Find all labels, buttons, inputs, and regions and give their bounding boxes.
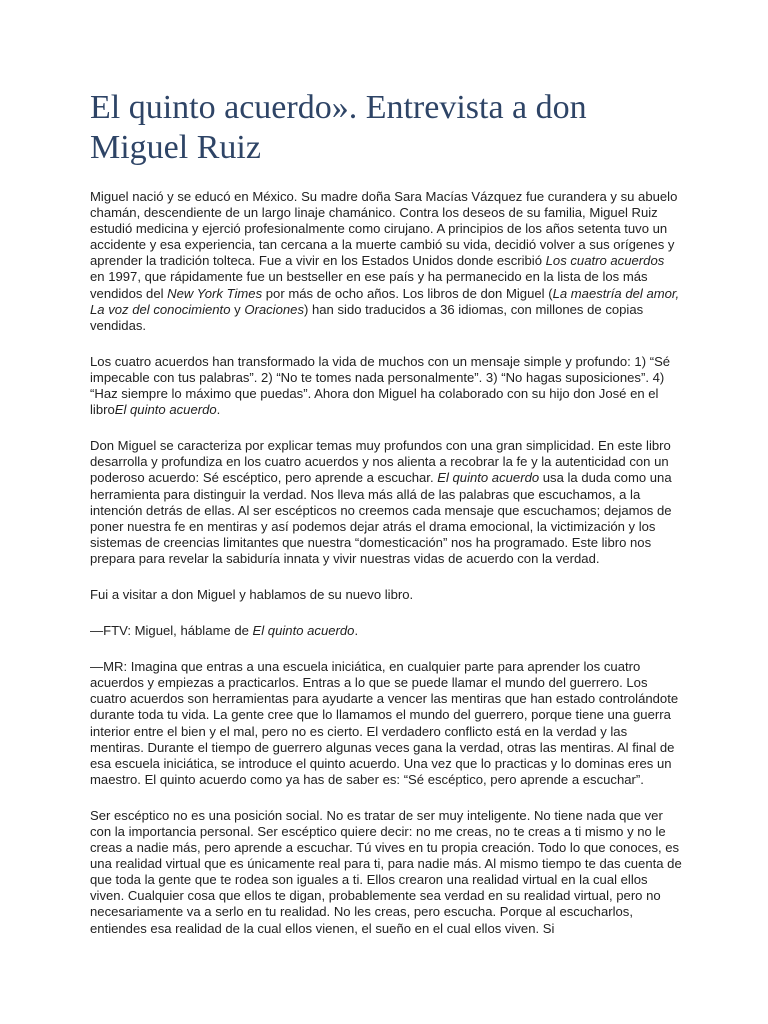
- paragraph-agreements: [90, 354, 682, 418]
- text-run: Los cuatro acuerdos han transformado la vida de muchos con un mensaje simple y profundo: 1) “Sé impecable con tus palabras”. 2) “No te tomes nada personalmente”. 3) “No hagas suposiciones”. 4) “Haz siempre lo máximo que puedas”. Ahora don Miguel ha colaborado con su hijo don José en el libro: [90, 353, 671, 418]
- book-title: La maestría del amor, La voz del conocimiento: [90, 285, 680, 317]
- interview-answer-continued: Ser escéptico no es una posición social. No es tratar de ser muy inteligente. No tiene nada que ver con la importancia personal. Ser escéptico quiere decir: no me creas, no te creas a ti mismo y no le creas a nadie más, pero aprende a escuchar. Tú vives en tu propia creación. Todo lo que conoces, es una realidad virtual que es únicamente real para ti, para nadie más. Al mismo tiempo te das cuenta de que toda la gente que te rodea son iguales a ti. Ellos crearon una realidad virtual en la cual ellos viven. Cualquier cosa que ellos te digan, probablemente sea verdad en su realidad virtual, pero no necesariamente va a serlo en tu realidad. No les creas, pero escucha. Porque al escucharlos, entiendes esa realidad de la cual ellos vienen, el sueño en el cual ellos viven. Si: [90, 807, 682, 936]
- book-title: El quinto acuerdo: [252, 623, 355, 639]
- text-run: Miguel nació y se educó en México. Su madre doña Sara Macías Vázquez fue curandera y su abuelo chamán, descendiente de un largo linaje chamánico. Contra los deseos de su familia, Miguel Ruiz estudió medicina y ejerció profesionalmente como cirujano. A principios de los años setenta tuvo un accidente y esa experiencia, tan cercana a la muerte cambió su vida, decidió volver a sus orígenes y aprender la tradición tolteca. Fue a vivir en los Estados Unidos donde escribió: [90, 189, 678, 269]
- book-title: Los cuatro acuerdos: [545, 253, 665, 269]
- article: [90, 88, 682, 957]
- interview-question: [90, 623, 682, 639]
- book-title: El quinto acuerdo: [437, 470, 540, 486]
- paragraph-book-summary: [90, 438, 682, 567]
- paragraph-visit: Fui a visitar a don Miguel y hablamos de su nuevo libro.: [90, 586, 414, 602]
- text-run: en 1997, que rápidamente fue un bestseller en ese país y ha permanecido en la lista de los más vendidos del: [90, 269, 648, 301]
- article-title: El quinto acuerdo». Entrevista a don Miguel Ruiz: [90, 89, 587, 166]
- book-title: Oraciones: [244, 301, 304, 317]
- text-run: .: [216, 402, 221, 418]
- text-run: por más de ocho años. Los libros de don Miguel (: [262, 285, 553, 301]
- interview-answer: —MR: Imagina que entras a una escuela iniciática, en cualquier parte para aprender los cuatro acuerdos y empiezas a practicarlos. Entras a lo que se puede llamar el mundo del guerrero. Los cuatro acuerdos son herramientas para ayudarte a vencer las mentiras que han estado controlándote durante toda tu vida. La gente cree que lo llamamos el mundo del guerrero, porque tiene una guerra interior entre el bien y el mal, pero no es cierto. El verdadero conflicto está en la verdad y las mentiras. Durante el tiempo de guerrero algunas veces gana la verdad, otras las mentiras. Al final de esa escuela iniciática, se introduce el quinto acuerdo. Una vez que lo practicas y lo dominas eres un maestro. El quinto acuerdo como ya has de saber es: “Sé escéptico, pero aprende a escuchar”.: [90, 659, 679, 787]
- text-run: —FTV: Miguel, háblame de: [90, 623, 253, 639]
- text-run: ) han sido traducidos a 36 idiomas, con millones de copias vendidas.: [90, 301, 644, 333]
- publication-title: New York Times: [167, 285, 263, 301]
- book-title: El quinto acuerdo: [114, 402, 217, 418]
- text-run: .: [354, 623, 359, 639]
- text-run: y: [230, 301, 245, 317]
- text-run: Don Miguel se caracteriza por explicar temas muy profundos con una gran simplicidad. En este libro desarrolla y profundiza en los cuatro acuerdos y nos alienta a recobrar la fe y la autenticidad con un poderoso acuerdo: Sé escéptico, pero aprende a escuchar.: [90, 438, 671, 486]
- text-run: usa la duda como una herramienta para distinguir la verdad. Nos lleva más allá de las palabras que escuchamos, a la intención detrás de ellas. Al ser escépticos no creemos cada mensaje que escuchamos; dejamos de poner nuestra fe en mentiras y así podemos dejar atrás el drama emocional, la victimización y los sistemas de creencias limitantes que nuestra “domesticación” nos ha programado. Este libro nos prepara para revelar la sabiduría innata y vivir nuestras vidas de acuerdo con la verdad.: [90, 470, 672, 566]
- paragraph-bio: [90, 189, 682, 334]
